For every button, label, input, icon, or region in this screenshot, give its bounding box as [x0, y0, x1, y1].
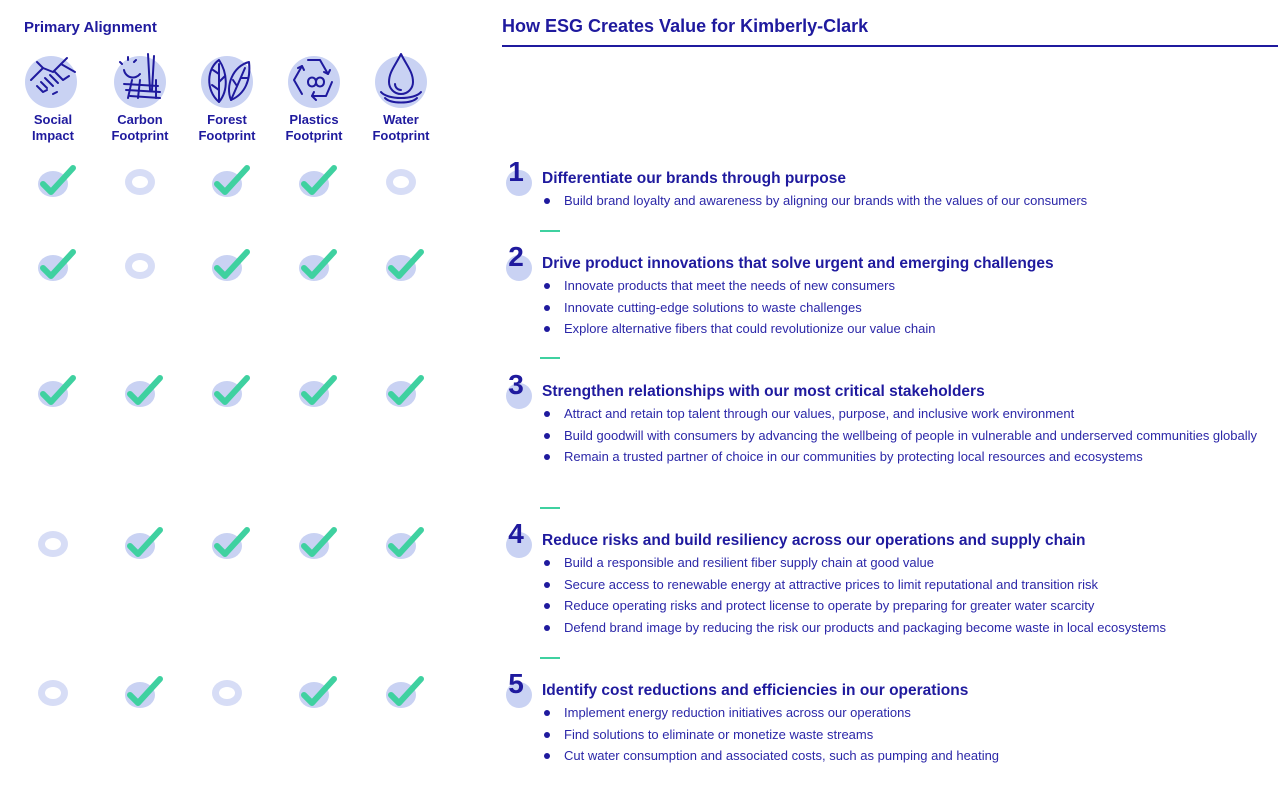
- section-bullets: [542, 552, 1264, 638]
- section-divider: [540, 507, 560, 509]
- aligned-check-icon: [209, 374, 253, 408]
- bullet-item: Defend brand image by reducing the risk our products and packaging become waste in local ecosystems: [542, 617, 1264, 639]
- water-drop-icon: [371, 50, 431, 110]
- not-aligned-ring-icon: [122, 164, 166, 198]
- not-aligned-ring-icon: [383, 164, 427, 198]
- aligned-check-icon: [35, 374, 79, 408]
- aligned-check-icon: [296, 675, 340, 709]
- aligned-check-icon: [209, 248, 253, 282]
- section-bullets: [542, 190, 1264, 212]
- not-aligned-ring-icon: [35, 675, 79, 709]
- not-aligned-ring-icon: [35, 526, 79, 560]
- bullet-item: Reduce operating risks and protect license to operate by preparing for greater water scarcity: [542, 595, 1264, 617]
- section-divider: [540, 357, 560, 359]
- section-number-badge: 5: [502, 674, 532, 704]
- bullet-item: Remain a trusted partner of choice in our communities by protecting local resources and ecosystems: [542, 446, 1264, 468]
- bullet-item: Build goodwill with consumers by advancing the wellbeing of people in vulnerable and underserved communities globally: [542, 425, 1264, 447]
- aligned-check-icon: [383, 248, 427, 282]
- aligned-check-icon: [296, 164, 340, 198]
- section-bullets: [542, 702, 1264, 767]
- section-divider: [540, 230, 560, 232]
- bullet-item: Build brand loyalty and awareness by aligning our brands with the values of our consumers: [542, 190, 1264, 212]
- category-carbon-footprint: [100, 50, 180, 144]
- aligned-check-icon: [209, 526, 253, 560]
- category-label: Forest Footprint: [198, 112, 256, 143]
- aligned-check-icon: [383, 675, 427, 709]
- aligned-check-icon: [383, 374, 427, 408]
- bullet-item: Attract and retain top talent through our values, purpose, and inclusive work environment: [542, 403, 1264, 425]
- section-number-badge: 2: [502, 247, 532, 277]
- bullet-item: Cut water consumption and associated costs, such as pumping and heating: [542, 745, 1264, 767]
- aligned-check-icon: [35, 248, 79, 282]
- sun-grid-icon: [110, 50, 170, 110]
- section-title: Differentiate our brands through purpose: [542, 170, 846, 187]
- section-number-badge: 1: [502, 162, 532, 192]
- section-bullets: [542, 275, 1264, 340]
- bullet-item: Build a responsible and resilient fiber supply chain at good value: [542, 552, 1264, 574]
- value-title: How ESG Creates Value for Kimberly-Clark: [502, 16, 869, 36]
- aligned-check-icon: [296, 526, 340, 560]
- leaves-icon: [197, 50, 257, 110]
- not-aligned-ring-icon: [122, 248, 166, 282]
- aligned-check-icon: [209, 164, 253, 198]
- section-title: Drive product innovations that solve urgent and emerging challenges: [542, 255, 1054, 272]
- section-divider: [540, 657, 560, 659]
- title-rule: [502, 45, 1278, 47]
- section-bullets: [542, 403, 1264, 468]
- bullet-item: Explore alternative fibers that could revolutionize our value chain: [542, 318, 1264, 340]
- bullet-item: Secure access to renewable energy at attractive prices to limit reputational and transition risk: [542, 574, 1264, 596]
- aligned-check-icon: [122, 526, 166, 560]
- section-title: Reduce risks and build resiliency across our operations and supply chain: [542, 532, 1086, 549]
- aligned-check-icon: [296, 374, 340, 408]
- bullet-item: Innovate products that meet the needs of new consumers: [542, 275, 1264, 297]
- bullet-item: Implement energy reduction initiatives across our operations: [542, 702, 1264, 724]
- bullet-item: Innovate cutting-edge solutions to waste challenges: [542, 297, 1264, 319]
- section-title: Identify cost reductions and efficiencies in our operations: [542, 682, 969, 699]
- aligned-check-icon: [122, 374, 166, 408]
- handshake-icon: [23, 50, 83, 110]
- category-label: Water Footprint: [372, 112, 430, 143]
- category-label: Carbon Footprint: [111, 112, 169, 143]
- bullet-item: Find solutions to eliminate or monetize waste streams: [542, 724, 1264, 746]
- aligned-check-icon: [35, 164, 79, 198]
- primary-alignment-title: Primary Alignment: [24, 19, 157, 36]
- category-plastics-footprint: [274, 50, 354, 144]
- section-number-badge: 3: [502, 375, 532, 405]
- recycle-icon: [284, 50, 344, 110]
- aligned-check-icon: [383, 526, 427, 560]
- category-label: Social Impact: [32, 112, 74, 143]
- category-social-impact: [13, 50, 93, 144]
- aligned-check-icon: [296, 248, 340, 282]
- not-aligned-ring-icon: [209, 675, 253, 709]
- category-forest-footprint: [187, 50, 267, 144]
- category-water-footprint: [361, 50, 441, 144]
- category-label: Plastics Footprint: [285, 112, 343, 143]
- section-title: Strengthen relationships with our most critical stakeholders: [542, 383, 985, 400]
- section-number-badge: 4: [502, 524, 532, 554]
- aligned-check-icon: [122, 675, 166, 709]
